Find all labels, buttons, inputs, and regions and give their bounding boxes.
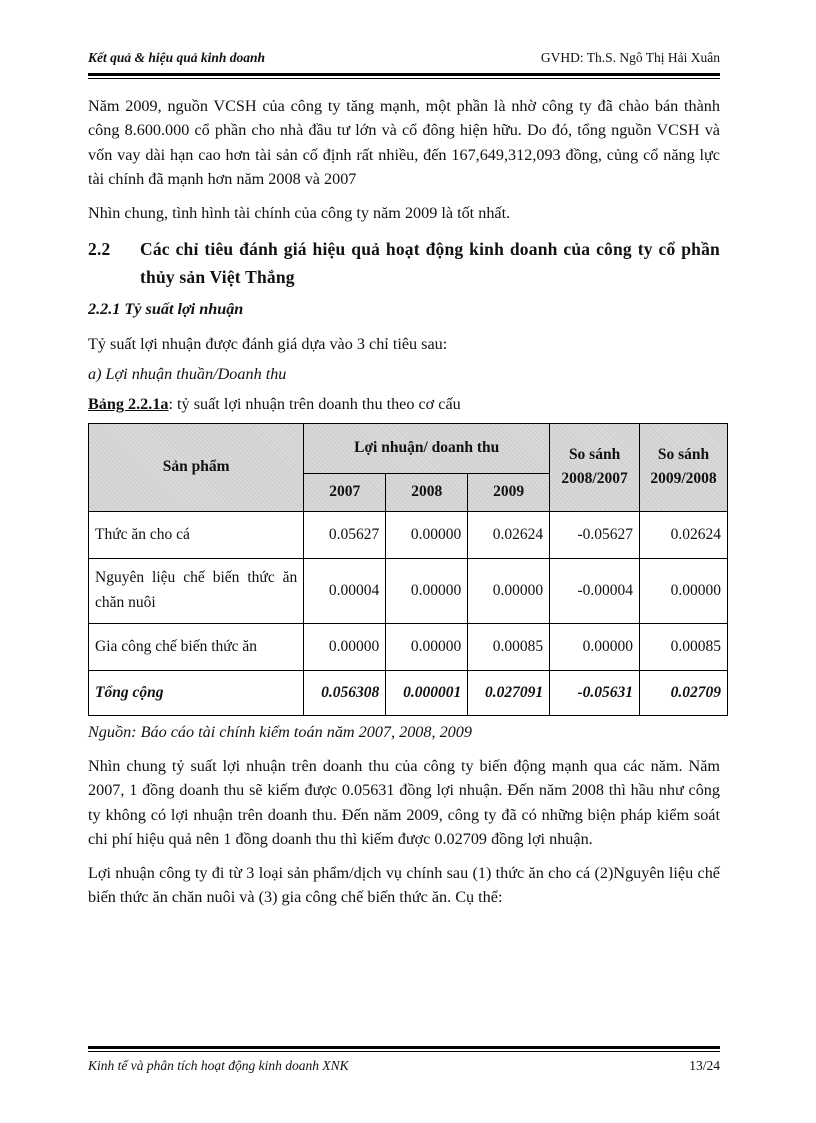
paragraph-products: Lợi nhuận công ty đi từ 3 loại sản phẩm/dịch vụ chính sau (1) thức ăn cho cá (2)Nguyên liệu chế biến thức ăn chăn nuôi và (3) gia công chế biến thức ăn. Cụ thể: bbox=[88, 864, 720, 907]
header-title: Kết quả & hiệu quả kinh doanh bbox=[88, 50, 266, 65]
row-product-name: Nguyên liệu chế biến thức ăn chăn nuôi bbox=[89, 558, 304, 623]
table-total-row bbox=[89, 670, 728, 715]
cell-2008: 0.00000 bbox=[386, 623, 468, 670]
paragraph-vcsh: Năm 2009, nguồn VCSH của công ty tăng mạnh, một phần là nhờ công ty đã chào bán thành công 8.600.000 cổ phần cho nhà đầu tư lớn và cổ đông hiện hữu. Do đó, tổng nguồn VCSH và vốn vay dài hạn cao hơn tài sản cố định rất nhiều, đến 167,649,312,093 đồng, củng cố năng lực tài chính đã mạnh hơn năm 2008 và 2007 bbox=[88, 97, 720, 188]
header-year-2007: 2007 bbox=[304, 473, 386, 511]
paragraph-intro: Tỷ suất lợi nhuận được đánh giá dựa vào 3 chỉ tiêu sau: bbox=[88, 334, 448, 353]
cell-2009: 0.02624 bbox=[468, 511, 550, 558]
page-header bbox=[88, 50, 720, 66]
cell-2007: 0.05627 bbox=[304, 511, 386, 558]
footer-rule bbox=[88, 1046, 720, 1049]
total-2008: 0.000001 bbox=[386, 670, 468, 715]
table-row bbox=[89, 558, 728, 623]
cell-compare-2: 0.00000 bbox=[640, 558, 728, 623]
item-a: a) Lợi nhuận thuần/Doanh thu bbox=[88, 365, 287, 384]
section-heading bbox=[88, 235, 720, 291]
cell-compare-2: 0.00085 bbox=[640, 623, 728, 670]
section-title: Các chỉ tiêu đánh giá hiệu quả hoạt động kinh doanh của công ty cổ phần thủy sản Việt Thắng bbox=[140, 239, 720, 288]
header-rule-thin bbox=[88, 78, 720, 79]
cell-2007: 0.00000 bbox=[304, 623, 386, 670]
total-2009: 0.027091 bbox=[468, 670, 550, 715]
header-advisor: GVHD: Th.S. Ngô Thị Hải Xuân bbox=[540, 50, 720, 65]
cell-compare-1: 0.00000 bbox=[550, 623, 640, 670]
profit-ratio-table bbox=[88, 423, 728, 716]
cell-2009: 0.00000 bbox=[468, 558, 550, 623]
cell-compare-1: -0.00004 bbox=[550, 558, 640, 623]
cell-2007: 0.00004 bbox=[304, 558, 386, 623]
cell-2009: 0.00085 bbox=[468, 623, 550, 670]
subsection-heading: 2.2.1 Tỷ suất lợi nhuận bbox=[88, 300, 244, 319]
table-source: Nguồn: Báo cáo tài chính kiểm toán năm 2007, 2008, 2009 bbox=[88, 722, 472, 741]
table-caption-text: : tỷ suất lợi nhuận trên doanh thu theo cơ cấu bbox=[168, 395, 461, 414]
total-2007: 0.056308 bbox=[304, 670, 386, 715]
header-profit-revenue: Lợi nhuận/ doanh thu bbox=[304, 423, 550, 473]
cell-2008: 0.00000 bbox=[386, 511, 468, 558]
footer-course: Kinh tế và phân tích hoạt động kinh doanh XNK bbox=[88, 1058, 349, 1073]
total-compare-2: 0.02709 bbox=[640, 670, 728, 715]
row-product-name: Gia công chế biến thức ăn bbox=[89, 623, 304, 670]
section-number: 2.2 bbox=[88, 239, 111, 260]
page-content bbox=[88, 94, 720, 920]
page-footer bbox=[88, 1058, 720, 1074]
total-label: Tổng cộng bbox=[89, 670, 304, 715]
table-caption bbox=[88, 392, 720, 416]
row-product-name: Thức ăn cho cá bbox=[89, 511, 304, 558]
header-year-2008: 2008 bbox=[386, 473, 468, 511]
table-row bbox=[89, 511, 728, 558]
header-compare-2008-2007: So sánh 2008/2007 bbox=[550, 423, 640, 511]
cell-compare-2: 0.02624 bbox=[640, 511, 728, 558]
paragraph-summary: Nhìn chung, tình hình tài chính của công ty năm 2009 là tốt nhất. bbox=[88, 204, 511, 223]
header-year-2009: 2009 bbox=[468, 473, 550, 511]
paragraph-analysis: Nhìn chung tỷ suất lợi nhuận trên doanh thu của công ty biến động mạnh qua các năm. Năm 2007, 1 đồng doanh thu sẽ kiếm được 0.05631 đồng lợi nhuận. Đến năm 2008 thì hầu như công ty không có lợi nhuận trên doanh thu. Đến năm 2009, công ty đã có những biện pháp kiểm soát chi phí hiệu quả nên 1 đồng doanh thu thì kiếm được 0.02709 đồng lợi nhuận. bbox=[88, 756, 720, 848]
total-compare-1: -0.05631 bbox=[550, 670, 640, 715]
page-number: 13/24 bbox=[689, 1058, 720, 1073]
header-rule bbox=[88, 73, 720, 76]
cell-compare-1: -0.05627 bbox=[550, 511, 640, 558]
cell-2008: 0.00000 bbox=[386, 558, 468, 623]
footer-rule-thin bbox=[88, 1051, 720, 1052]
table-row bbox=[89, 623, 728, 670]
table-caption-label: Bảng 2.2.1a bbox=[88, 395, 169, 414]
header-product: Sản phẩm bbox=[89, 423, 304, 511]
header-compare-2009-2008: So sánh 2009/2008 bbox=[640, 423, 728, 511]
